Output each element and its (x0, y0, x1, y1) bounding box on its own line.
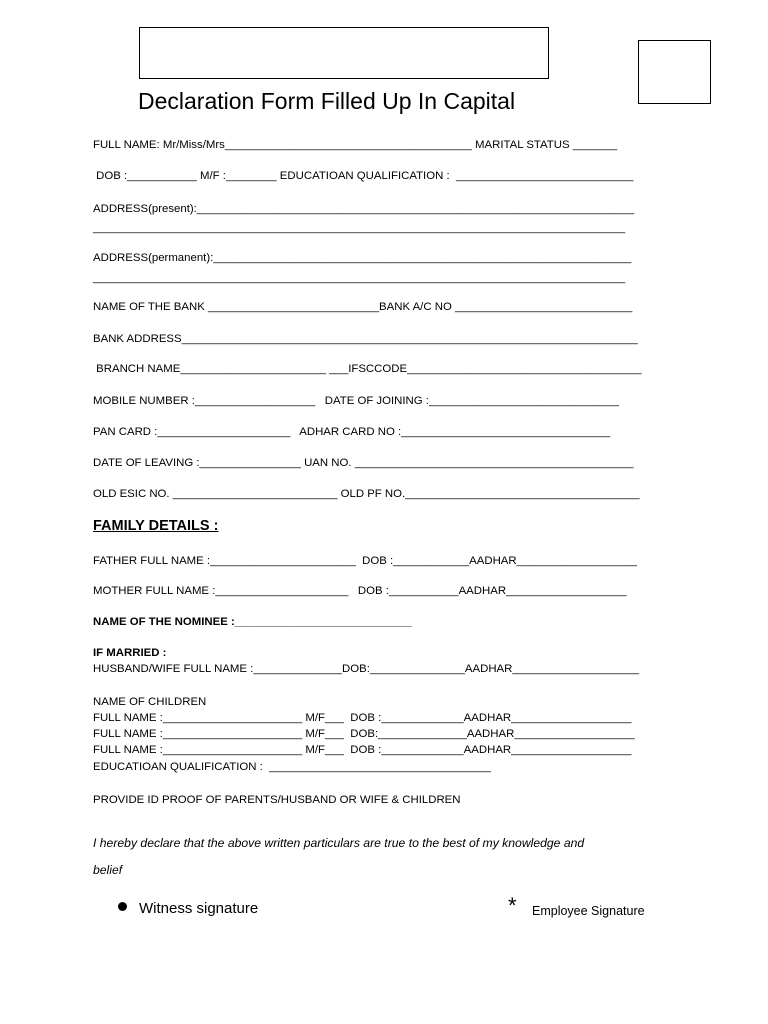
branch-name-field[interactable]: BRANCH NAME_______________________ ___IFSCCODE_____________________________________ (93, 363, 642, 375)
child-3-field[interactable]: FULL NAME :______________________ M/F___ DOB :_____________AADHAR___________________ (93, 744, 632, 756)
nominee-field[interactable]: NAME OF THE NOMINEE :____________________________ (93, 616, 413, 628)
id-proof-note: PROVIDE ID PROOF OF PARENTS/HUSBAND OR WIFE & CHILDREN (93, 794, 461, 806)
form-title: Declaration Form Filled Up In Capital (138, 88, 516, 114)
mobile-number-field[interactable]: MOBILE NUMBER :___________________ DATE OF JOINING :______________________________ (93, 395, 620, 407)
bank-address-field[interactable]: BANK ADDRESS________________________________________________________________________ (93, 333, 638, 345)
family-details-heading: FAMILY DETAILS : (93, 518, 219, 534)
address-permanent-field[interactable]: ADDRESS(permanent):__________________________________________________________________ (93, 252, 632, 264)
witness-signature-label: Witness signature (139, 900, 259, 917)
declaration-text-end: belief (93, 863, 123, 877)
header-blank-box (139, 27, 549, 79)
mother-name-field[interactable]: MOTHER FULL NAME :_____________________ DOB :___________AADHAR___________________ (93, 585, 627, 597)
child-2-field[interactable]: FULL NAME :______________________ M/F___ DOB:______________AADHAR___________________ (93, 728, 635, 740)
old-esic-field[interactable]: OLD ESIC NO. __________________________ OLD PF NO._____________________________________ (93, 488, 640, 500)
bullet-icon (118, 902, 127, 911)
bank-name-field[interactable]: NAME OF THE BANK ___________________________BANK A/C NO ____________________________ (93, 301, 633, 313)
employee-signature-label: Employee Signature (532, 904, 645, 918)
declaration-text: I hereby declare that the above written particulars are true to the best of my knowledge and (93, 836, 585, 850)
address-permanent-line2[interactable]: ____________________________________________________________________________________ (93, 272, 626, 284)
date-of-leaving-field[interactable]: DATE OF LEAVING :________________ UAN NO. ____________________________________________ (93, 457, 634, 469)
dob-field[interactable]: DOB :___________ M/F :________ EDUCATIOAN QUALIFICATION : ____________________________ (93, 170, 634, 182)
children-education-field[interactable]: EDUCATIOAN QUALIFICATION : ___________________________________ (93, 761, 491, 773)
address-present-line2[interactable]: ____________________________________________________________________________________ (93, 222, 626, 234)
children-label: NAME OF CHILDREN (93, 696, 207, 708)
pan-card-field[interactable]: PAN CARD :_____________________ ADHAR CARD NO :_________________________________ (93, 426, 611, 438)
if-married-label: IF MARRIED : (93, 647, 167, 659)
husband-wife-field[interactable]: HUSBAND/WIFE FULL NAME :______________DOB:_______________AADHAR____________________ (93, 663, 640, 675)
father-name-field[interactable]: FATHER FULL NAME :_______________________ DOB :____________AADHAR___________________ (93, 555, 637, 567)
child-1-field[interactable]: FULL NAME :______________________ M/F___ DOB :_____________AADHAR___________________ (93, 712, 632, 724)
full-name-field[interactable]: FULL NAME: Mr/Miss/Mrs_______________________________________ MARITAL STATUS _______ (93, 139, 618, 151)
asterisk-icon: * (508, 893, 517, 918)
address-present-field[interactable]: ADDRESS(present):_____________________________________________________________________ (93, 203, 634, 215)
photo-box (638, 40, 711, 104)
